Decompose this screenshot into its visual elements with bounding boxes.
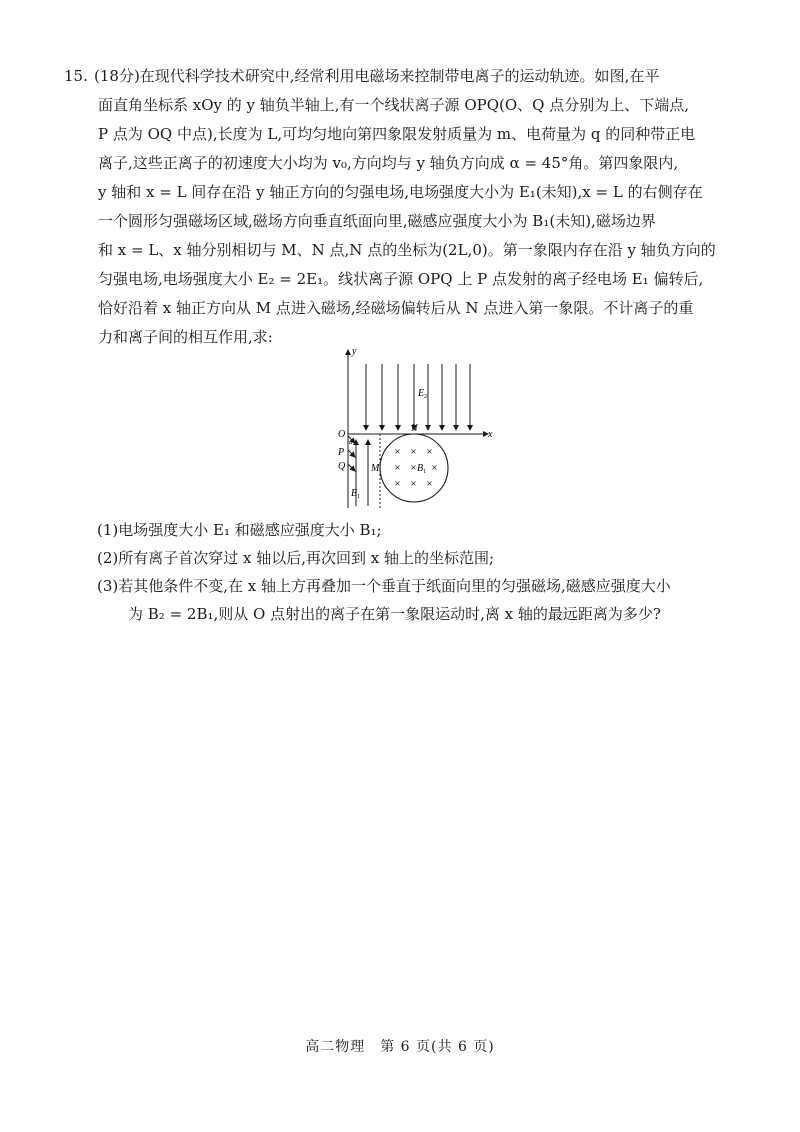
question-line: y 轴和 x = L 间存在沿 y 轴正方向的匀强电场,电场强度大小为 E₁(未知),x = L 的右侧存在	[98, 183, 703, 201]
cross-mark: ×	[394, 479, 401, 488]
cross-mark: ×	[410, 447, 417, 456]
question-line: 恰好沿着 x 轴正方向从 M 点进入磁场,经磁场偏转后从 N 点进入第一象限。不计离子的重	[98, 299, 694, 317]
point-q-label: Q	[338, 461, 346, 472]
magnetic-field-crosses	[394, 447, 438, 488]
question-line: 力和离子间的相互作用,求:	[98, 328, 273, 346]
question-line: P 点为 OQ 中点),长度为 L,可均匀地向第四象限发射质量为 m、电荷量为 q 的同种带正电	[98, 125, 696, 143]
question-15	[64, 62, 740, 352]
b1-label: $B_1$	[417, 463, 427, 475]
field-diagram	[328, 340, 496, 512]
subquestion-1: (1)电场强度大小 E₁ 和磁感应强度大小 B₁;	[97, 521, 382, 539]
cross-mark: ×	[410, 479, 417, 488]
alpha-label: α	[349, 438, 353, 446]
y-axis-label: y	[352, 346, 357, 357]
e2-label: $E_2$	[418, 388, 428, 400]
page-footer: 高二物理 第 6 页(共 6 页)	[305, 1039, 495, 1055]
question-line: 一个圆形匀强磁场区域,磁场方向垂直纸面向里,磁感应强度大小为 B₁(未知),磁场边界	[98, 212, 656, 230]
point-n-label: N	[411, 423, 418, 434]
question-line: 15. (18分)在现代科学技术研究中,经常利用电磁场来控制带电离子的运动轨迹。如图,在平	[64, 62, 740, 91]
question-line: 和 x = L、x 轴分别相切与 M、N 点,N 点的坐标为(2L,0)。第一象限内存在沿 y 轴负方向的	[98, 241, 716, 259]
question-line: 面直角坐标系 xOy 的 y 轴负半轴上,有一个线状离子源 OPQ(O、Q 点分别为上、下端点,	[98, 96, 689, 114]
question-line: 离子,这些正离子的初速度大小均为 v₀,方向均与 y 轴负方向成 α = 45°角。第四象限内,	[98, 154, 679, 172]
question-number: 15.	[64, 67, 88, 85]
question-line: 匀强电场,电场强度大小 E₂ = 2E₁。线状离子源 OPQ 上 P 点发射的离子经电场 E₁ 偏转后,	[98, 270, 704, 288]
subquestion-2: (2)所有离子首次穿过 x 轴以后,再次回到 x 轴上的坐标范围;	[97, 549, 495, 567]
cross-mark: ×	[426, 447, 433, 456]
subquestion-3-continued: 为 B₂ = 2B₁,则从 O 点射出的离子在第一象限运动时,离 x 轴的最远距离为多少?	[128, 605, 661, 623]
e1-label: $E_1$	[351, 488, 361, 500]
cross-mark: ×	[426, 479, 433, 488]
subquestion-3: (3)若其他条件不变,在 x 轴上方再叠加一个垂直于纸面向里的匀强磁场,磁感应强度大小	[97, 577, 671, 595]
cross-mark: ×	[431, 463, 438, 472]
point-p-label: P	[338, 447, 345, 458]
origin-label: O	[338, 429, 346, 440]
point-m-label: M	[371, 463, 380, 474]
x-axis-label: x	[488, 429, 493, 440]
cross-mark: ×	[410, 463, 417, 472]
subquestions	[97, 516, 747, 628]
cross-mark: ×	[394, 447, 401, 456]
cross-mark: ×	[394, 463, 401, 472]
